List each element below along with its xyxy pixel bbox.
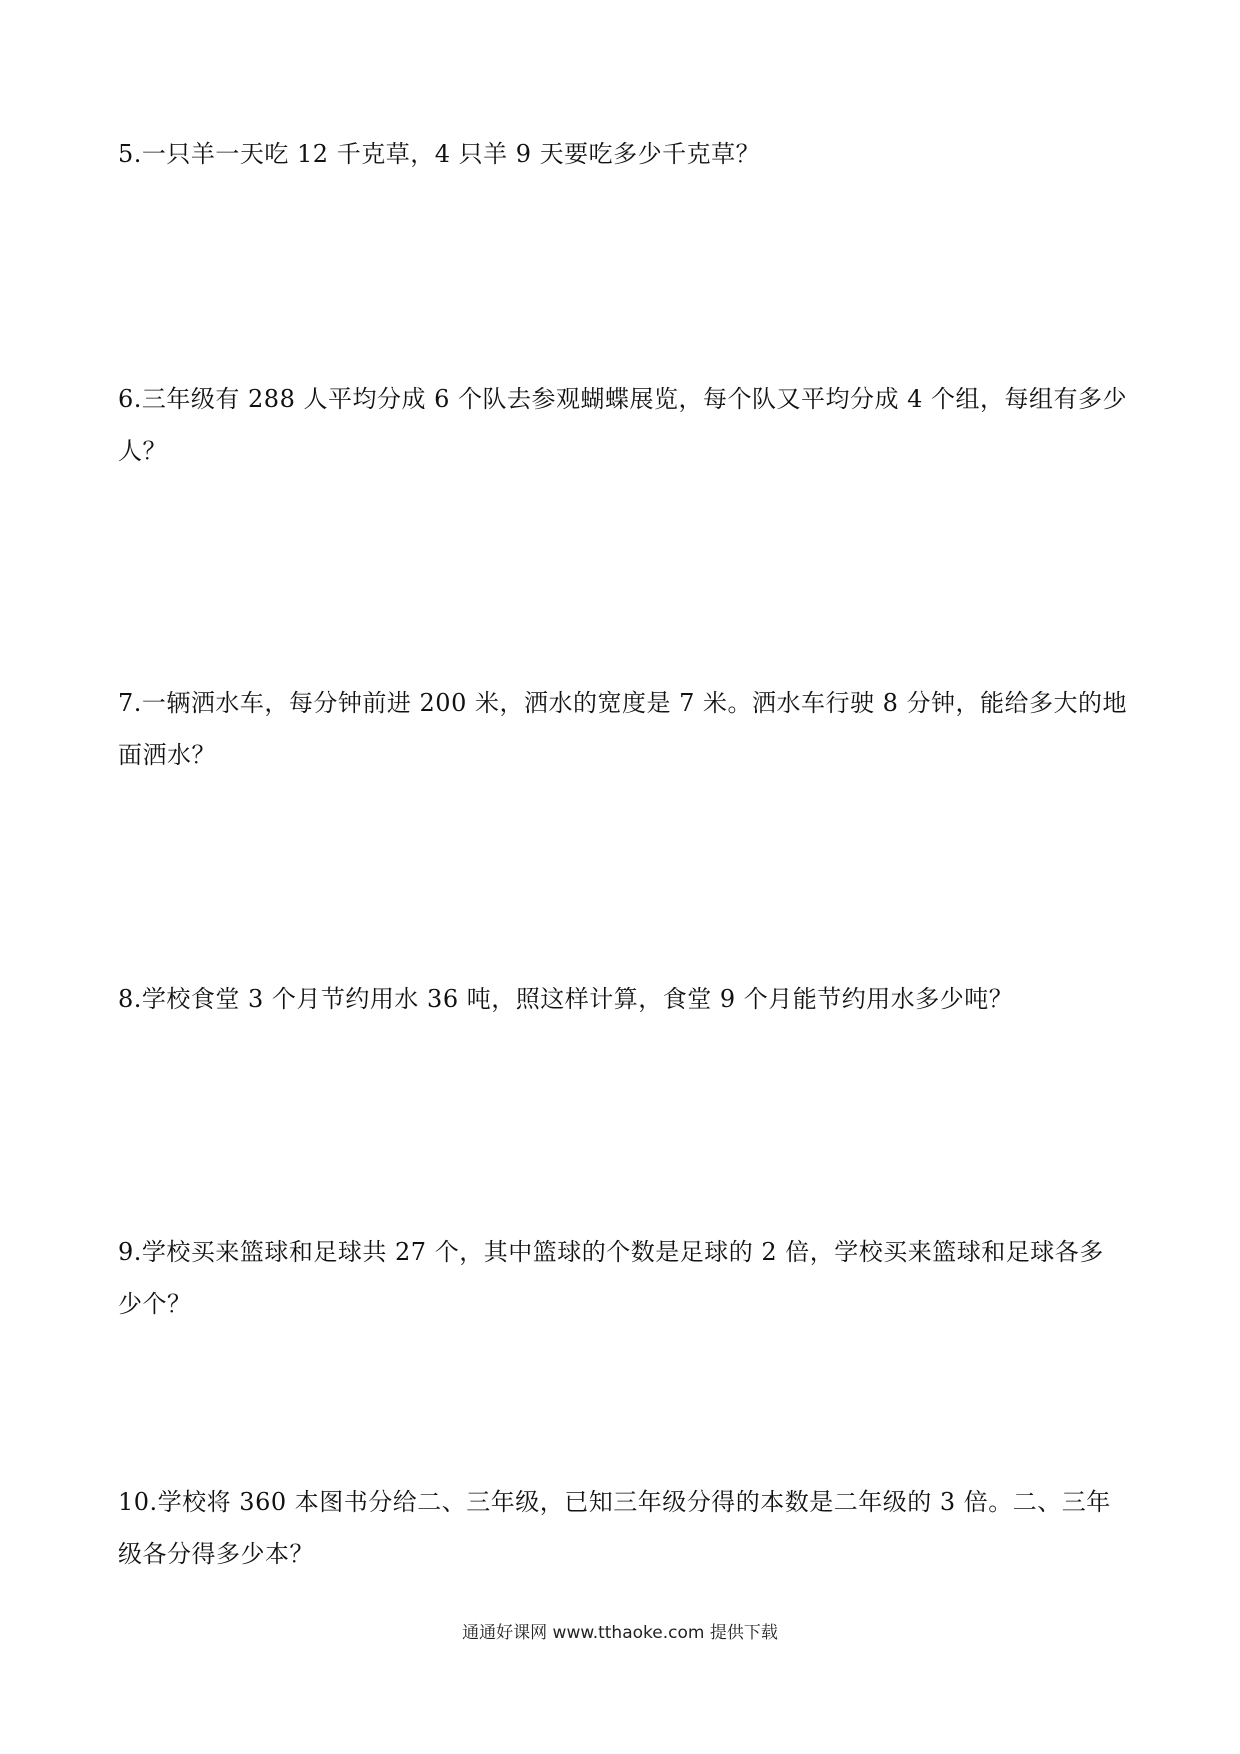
question-7: 7.一辆洒水车，每分钟前进 200 米，洒水的宽度是 7 米。洒水车行驶 8 分钟，能给多大的地面洒水？	[118, 689, 1128, 769]
page-footer: 通通好课网 www.tthaoke.com 提供下载	[462, 1623, 778, 1643]
question-10: 10.学校将 360 本图书分给二、三年级，已知三年级分得的本数是二年级的 3 倍。二、三年级各分得多少本？	[118, 1488, 1111, 1568]
question-5: 5.一只羊一天吃 12 千克草，4 只羊 9 天要吃多少千克草？	[118, 140, 761, 168]
question-6: 6.三年级有 288 人平均分成 6 个队去参观蝴蝶展览，每个队又平均分成 4 个组，每组有多少人？	[118, 385, 1128, 465]
question-8: 8.学校食堂 3 个月节约用水 36 吨，照这样计算，食堂 9 个月能节约用水多少吨？	[118, 985, 1014, 1013]
question-9: 9.学校买来篮球和足球共 27 个，其中篮球的个数是足球的 2 倍，学校买来篮球和足球各多少个？	[118, 1238, 1104, 1318]
